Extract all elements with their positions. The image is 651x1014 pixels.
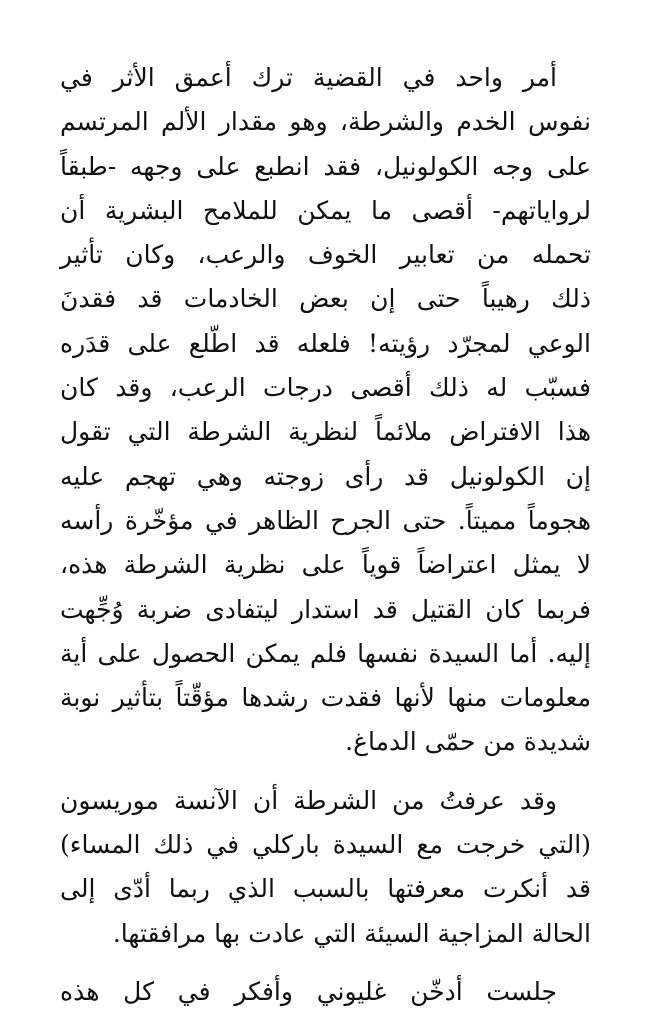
text-line: فربما كان القتيل قد استدار ليتفادى ضربة وُجِّهت <box>60 594 591 624</box>
text-line: نفوس الخدم والشرطة، وهو مقدار الألم المرتسم <box>60 107 591 137</box>
paragraph-gap <box>60 956 591 970</box>
text-line: الحالة المزاجية السيئة التي عادت بها مرافقتها. <box>112 918 591 948</box>
paragraph-1 <box>60 56 591 765</box>
paragraph-gap <box>60 765 591 779</box>
text-line: الوعي لمجرّد رؤيته! فلعله قد اطّلع على قدَره <box>60 328 591 358</box>
paragraph-3 <box>60 970 591 1014</box>
paragraph-2 <box>60 779 591 956</box>
text-line: معلومات منها لأنها فقدت رشدها مؤقّتاً بتأثير نوبة <box>60 683 591 713</box>
text-line: فسبّب له ذلك أقصى درجات الرعب، وقد كان <box>60 373 591 403</box>
text-line: أمر واحد في القضية ترك أعمق الأثر في <box>60 63 557 92</box>
text-line: قد أنكرت معرفتها بالسبب الذي ربما أدّى إلى <box>60 874 591 904</box>
text-line: جلست أدخّن غليوني وأفكر في كل هذه <box>60 976 557 1006</box>
text-line: تحمله من تعابير الخوف والرعب، وكان تأثير <box>60 240 591 270</box>
text-line: هجوماً مميتاً. حتى الجرح الظاهر في مؤخّرة رأسه <box>60 505 591 535</box>
text-line: على وجه الكولونيل، فقد انطبع على وجهه -طبقاً <box>60 151 591 181</box>
text-line: إليه. أما السيدة نفسها فلم يمكن الحصول على أية <box>60 638 591 668</box>
text-line: وقد عرفتُ من الشرطة أن الآنسة موريسون <box>60 785 557 815</box>
text-line: لا يمثل اعتراضاً قوياً على نظرية الشرطة هذه، <box>60 550 591 580</box>
text-line: شديدة من حمّى الدماغ. <box>345 727 591 757</box>
text-line: ذلك رهيباً حتى إن بعض الخادمات قد فقدنَ <box>60 284 591 314</box>
text-line: هذا الافتراض ملائماً لنظرية الشرطة التي تقول <box>60 417 591 447</box>
text-line: (التي خرجت مع السيدة باركلي في ذلك المساء) <box>60 830 591 860</box>
text-line: إن الكولونيل قد رأى زوجته وهي تهجم عليه <box>60 461 591 491</box>
text-line: لرواياتهم- أقصى ما يمكن للملامح البشرية أن <box>60 195 591 225</box>
